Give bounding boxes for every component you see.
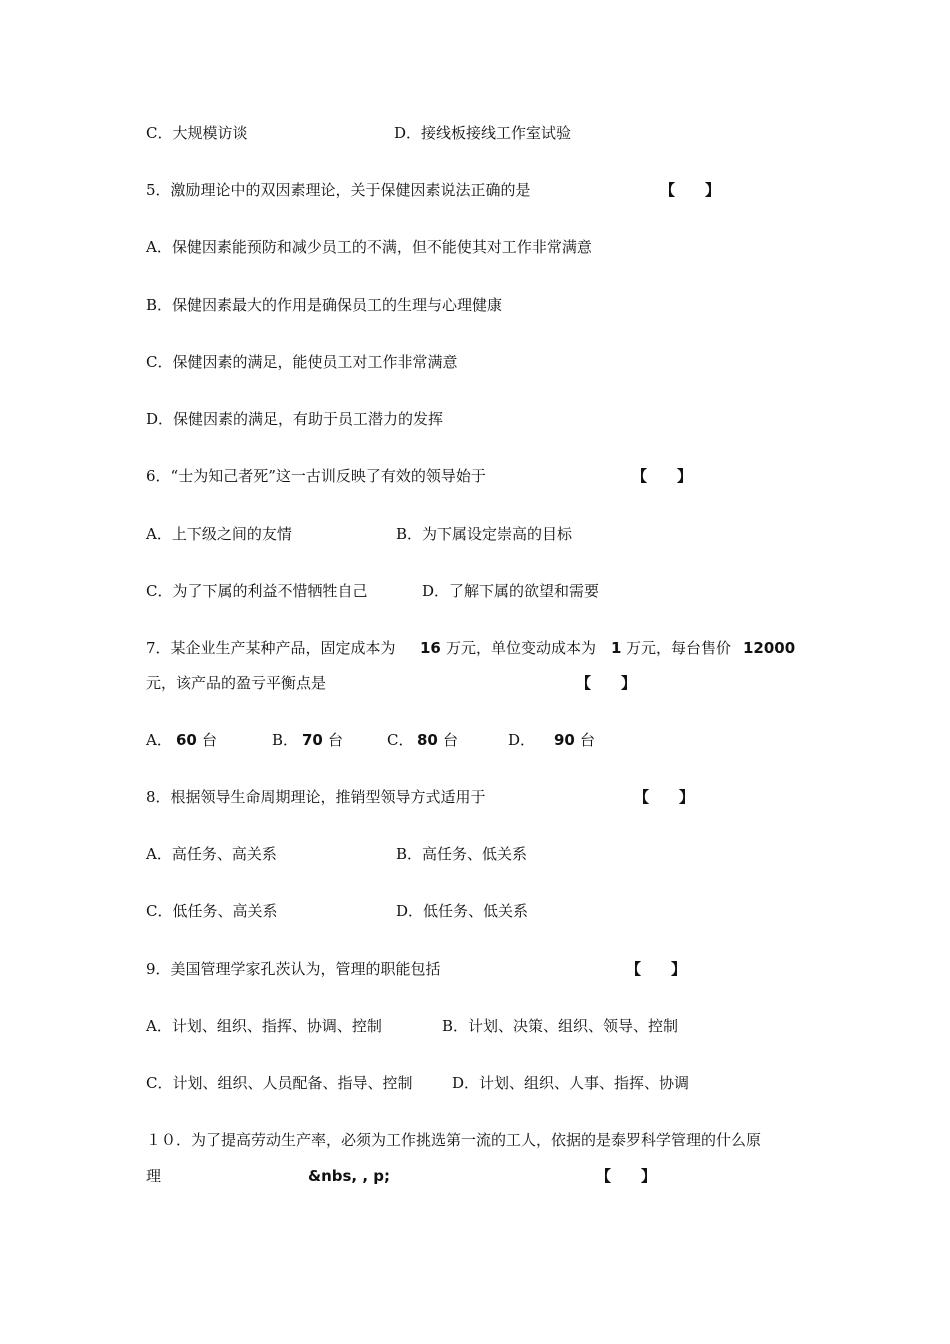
- q9-option-d: D．计划、组织、人事、指挥、协调: [452, 1074, 690, 1092]
- q7-options: [146, 729, 596, 751]
- q6-option-b: B．为下属设定崇高的目标: [396, 525, 573, 543]
- q7-stem-part-1: 7．某企业生产某种产品，固定成本为: [146, 639, 396, 657]
- q6-stem: 6．“士为知己者死”这一古训反映了有效的领导始于: [146, 467, 486, 485]
- q9-options-ab: [146, 1015, 679, 1037]
- q5-answer-bracket: 【 】: [660, 181, 721, 199]
- q6-option-c: C．为了下属的利益不惜牺牲自己: [146, 582, 368, 600]
- q7-option-a-value: 60: [176, 731, 197, 749]
- q9-option-a: A．计划、组织、指挥、协调、控制: [146, 1017, 382, 1035]
- q5-option-a: A．保健因素能预防和减少员工的不满，但不能使其对工作非常满意: [146, 238, 592, 256]
- q6-options-cd: [146, 580, 600, 602]
- q9-option-b: B．计划、决策、组织、领导、控制: [442, 1017, 679, 1035]
- q8-option-d: D．低任务、低关系: [396, 902, 529, 920]
- q4-option-d: D．接线板接线工作室试验: [394, 124, 572, 142]
- q5-option-d: D．保健因素的满足，有助于员工潜力的发挥: [146, 410, 444, 428]
- q8-option-b: B．高任务、低关系: [396, 845, 528, 863]
- q7-stem-part-3: 万元，每台售价: [626, 639, 732, 657]
- q8-option-a: A．高任务、高关系: [146, 845, 277, 863]
- q5-option-c: C．保健因素的满足，能使员工对工作非常满意: [146, 353, 458, 371]
- q7-option-b-label: B．: [272, 731, 299, 749]
- q5-option-b: B．保健因素最大的作用是确保员工的生理与心理健康: [146, 296, 503, 314]
- q7-answer-bracket: 【 】: [576, 674, 637, 692]
- q6-stem-line: [146, 465, 693, 487]
- q10-stem-part-2: 理: [146, 1167, 162, 1185]
- q5-stem: 5．激励理论中的双因素理论，关于保健因素说法正确的是: [146, 181, 531, 199]
- q10-answer-bracket: 【 】: [596, 1167, 657, 1185]
- q7-option-d-label: D．: [508, 731, 536, 749]
- q7-stem-part-2: 万元，单位变动成本为: [446, 639, 597, 657]
- q10-text-artifact: &nbs, , p;: [308, 1167, 391, 1185]
- q7-option-c-value: 80: [417, 731, 438, 749]
- q9-answer-bracket: 【 】: [626, 960, 687, 978]
- q8-stem-line: [146, 786, 695, 808]
- q6-options-ab: [146, 523, 573, 545]
- q7-option-b-unit: 台: [328, 731, 344, 749]
- q4-option-c: C．大规模访谈: [146, 124, 248, 142]
- q7-option-a-label: A．: [146, 731, 172, 749]
- q7-stem-line-2: [146, 672, 637, 694]
- q8-options-ab: [146, 843, 528, 865]
- q9-options-cd: [146, 1072, 690, 1094]
- q7-stem-part-4: 元，该产品的盈亏平衡点是: [146, 674, 327, 692]
- q4-options-cd: [146, 122, 572, 144]
- q8-stem: 8．根据领导生命周期理论，推销型领导方式适用于: [146, 788, 486, 806]
- q7-option-c-unit: 台: [443, 731, 459, 749]
- q9-option-c: C．计划、组织、人员配备、指导、控制: [146, 1074, 413, 1092]
- q9-stem-line: [146, 958, 687, 980]
- q7-option-a-unit: 台: [202, 731, 218, 749]
- q8-answer-bracket: 【 】: [634, 788, 695, 806]
- q6-answer-bracket: 【 】: [632, 467, 693, 485]
- q5-stem-line: [146, 179, 721, 201]
- q6-option-d: D．了解下属的欲望和需要: [422, 582, 600, 600]
- q7-unit-price: 12000: [743, 639, 796, 657]
- q10-stem-line-2: [146, 1165, 657, 1187]
- q7-option-b-value: 70: [302, 731, 323, 749]
- q7-option-d-unit: 台: [580, 731, 596, 749]
- q7-option-d-value: 90: [554, 731, 575, 749]
- q7-variable-cost: 1: [611, 639, 622, 657]
- q8-option-c: C．低任务、高关系: [146, 902, 278, 920]
- q7-fixed-cost: 16: [420, 639, 441, 657]
- q7-option-c-label: C．: [387, 731, 414, 749]
- q10-stem-line-1: １０．为了提高劳动生产率，必须为工作挑选第一流的工人，依据的是泰罗科学管理的什么原: [146, 1131, 762, 1149]
- q6-option-a: A．上下级之间的友情: [146, 525, 292, 543]
- q7-stem-line-1: [146, 637, 796, 659]
- q9-stem: 9．美国管理学家孔茨认为，管理的职能包括: [146, 960, 441, 978]
- q8-options-cd: [146, 900, 529, 922]
